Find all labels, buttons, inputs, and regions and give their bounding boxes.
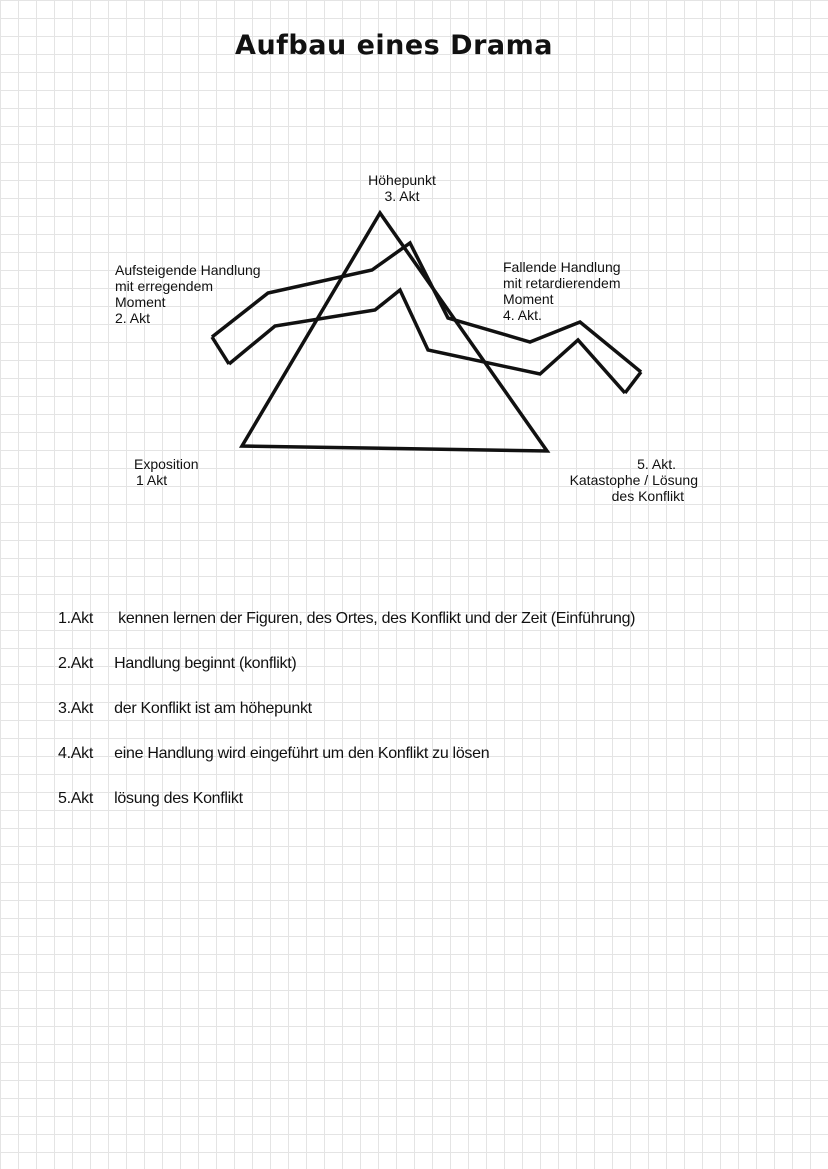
note-act-3 <box>58 700 635 745</box>
note-act-label: 5.Akt <box>58 790 93 807</box>
label-climax-line1: Höhepunkt <box>368 172 436 188</box>
note-act-label: 1.Akt <box>58 610 93 627</box>
label-climax <box>352 172 452 204</box>
note-act-text: Handlung beginnt (konflikt) <box>114 655 297 672</box>
label-falling-line1: Fallende Handlung <box>503 259 621 275</box>
note-act-label: 2.Akt <box>58 655 93 672</box>
label-rising-line3: Moment <box>115 294 166 310</box>
label-climax-line2: 3. Akt <box>384 188 420 204</box>
label-exposition-line2: 1 Akt <box>136 472 168 488</box>
page-title: Aufbau eines Drama <box>235 30 553 61</box>
plot-band-left-cap <box>212 337 229 364</box>
note-act-4 <box>58 745 635 790</box>
label-rising-action <box>115 262 261 326</box>
note-act-text: kennen lernen der Figuren, des Ortes, des Konflikt und der Zeit (Einführung) <box>118 610 636 627</box>
note-act-label: 3.Akt <box>58 700 93 717</box>
label-rising-line1: Aufsteigende Handlung <box>115 262 261 278</box>
label-falling-line4: 4. Akt. <box>503 307 542 323</box>
note-act-text: lösung des Konflikt <box>114 790 243 807</box>
label-catastrophe-line2: Katastophe / Lösung <box>569 472 698 488</box>
note-act-2 <box>58 655 635 700</box>
label-catastrophe-line1: 5. Akt. <box>637 456 676 472</box>
note-act-1 <box>58 610 635 655</box>
label-rising-line2: mit erregendem <box>115 278 214 294</box>
label-falling-line2: mit retardierendem <box>503 275 621 291</box>
label-falling-action <box>503 259 621 323</box>
act-notes <box>58 610 635 835</box>
note-act-text: der Konflikt ist am höhepunkt <box>114 700 312 717</box>
label-falling-line3: Moment <box>503 291 554 307</box>
label-catastrophe-line3: des Konflikt <box>611 488 684 504</box>
plot-band-right-cap <box>625 372 641 393</box>
label-rising-line4: 2. Akt <box>115 310 151 326</box>
note-act-5 <box>58 790 635 835</box>
note-act-text: eine Handlung wird eingeführt um den Konflikt zu lösen <box>114 745 490 762</box>
label-catastrophe <box>538 456 698 504</box>
label-exposition <box>134 456 199 488</box>
label-exposition-line1: Exposition <box>134 456 199 472</box>
note-act-label: 4.Akt <box>58 745 93 762</box>
